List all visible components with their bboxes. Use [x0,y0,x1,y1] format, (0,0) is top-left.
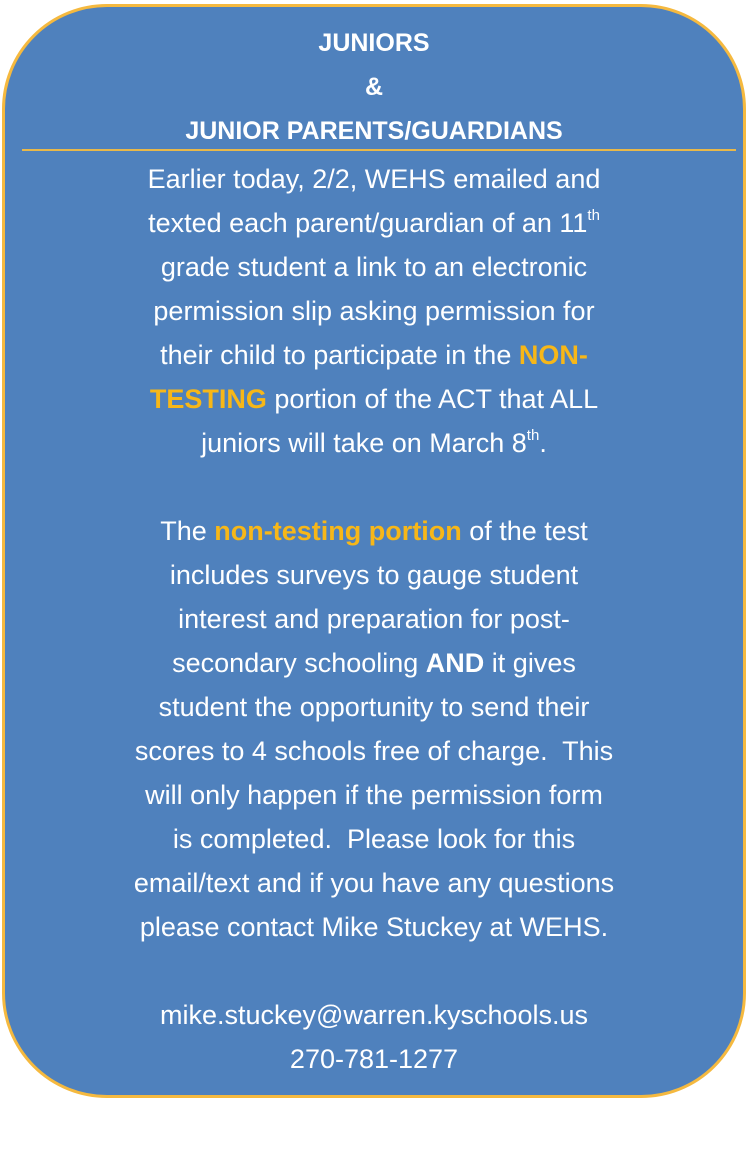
para2-line2 [5,553,743,597]
para2-line8 [5,817,743,861]
para1-line6 [5,377,743,421]
para2-line6-text: scores to 4 schools free of charge. This [134,736,614,766]
flyer-header [5,21,743,153]
para1-line7 [5,421,743,465]
superscript-th-march: th [526,427,540,444]
para1-line7-text: juniors will take on March 8 [201,428,527,458]
paragraph-gap [5,465,743,509]
para2-line9-text: email/text and if you have any questions [133,868,615,898]
superscript-th: th [587,207,600,224]
para2-line7 [5,773,743,817]
para1-line2-text: texted each parent/guardian of an 11 [148,208,588,238]
header-ampersand: & [364,73,384,101]
para1-line1 [5,157,743,201]
paragraph-gap-2 [5,949,743,993]
contact-email: mike.stuckey@warren.kyschools.us [159,1000,589,1030]
header-parents-guardians: JUNIOR PARENTS/GUARDIANS [185,117,563,145]
para1-line5 [5,333,743,377]
para2-line1-post: of the test [461,516,588,546]
para2-line4-pre: secondary schooling [172,648,426,678]
header-divider [22,149,736,151]
para2-line3 [5,597,743,641]
bold-and: AND [425,648,485,678]
para1-line6-text: portion of the ACT that ALL [266,384,599,414]
para1-line4-text: permission slip asking permission for [153,296,595,326]
para2-line8-text: is completed. Please look for this [172,824,576,854]
para1-line7-period: . [539,428,547,458]
contact-phone-line [5,1037,743,1081]
para2-line5 [5,685,743,729]
header-juniors: JUNIORS [318,29,430,57]
para2-line7-text: will only happen if the permission form [145,780,603,810]
para2-line9 [5,861,743,905]
para1-line5-text: their child to participate in the [160,340,519,370]
contact-email-line [5,993,743,1037]
para2-line1-pre: The [160,516,215,546]
para2-line10 [5,905,743,949]
contact-phone: 270-781-1277 [289,1044,459,1074]
para2-line6 [5,729,743,773]
para1-line3 [5,245,743,289]
para1-line2 [5,201,743,245]
flyer-panel [2,4,746,1098]
para2-line10-text: please contact Mike Stuckey at WEHS. [139,912,609,942]
highlight-non-testing-portion: non-testing portion [214,516,462,546]
para2-line4 [5,641,743,685]
highlight-non: NON- [518,340,588,370]
para1-line1-text: Earlier today, 2/2, WEHS emailed and [147,164,601,194]
para2-line4-post: it gives [484,648,576,678]
para1-line3-text: grade student a link to an electronic [160,252,588,282]
para2-line3-text: interest and preparation for post- [178,604,570,634]
para2-line2-text: includes surveys to gauge student [169,560,579,590]
flyer-body [5,157,743,1081]
para2-line1 [5,509,743,553]
highlight-testing: TESTING [149,384,267,414]
para1-line4 [5,289,743,333]
para2-line5-text: student the opportunity to send their [158,692,590,722]
